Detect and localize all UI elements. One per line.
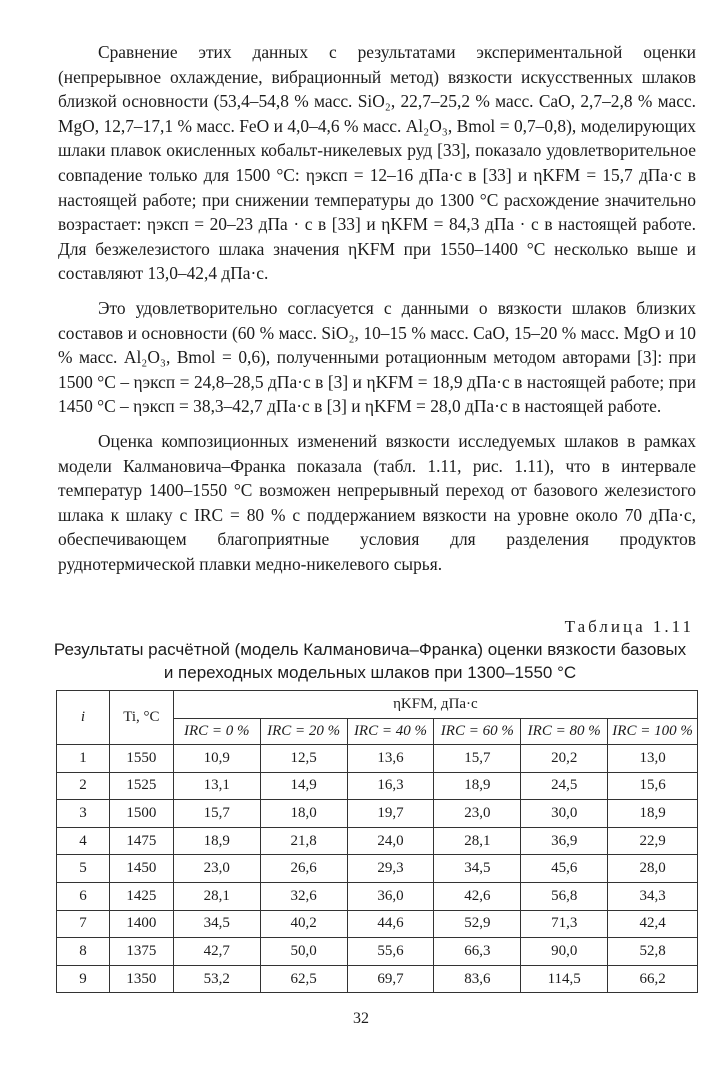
- cell-viscosity: 20,2: [521, 745, 608, 773]
- cell-viscosity: 66,3: [434, 938, 521, 966]
- cell-viscosity: 13,1: [173, 772, 260, 800]
- table-row: [57, 938, 698, 966]
- cell-viscosity: 30,0: [521, 800, 608, 828]
- cell-viscosity: 36,9: [521, 827, 608, 855]
- header-temperature: Ti, °C: [109, 691, 173, 745]
- table-row: [57, 855, 698, 883]
- header-i: i: [57, 691, 110, 745]
- table-label: Таблица 1.11: [564, 617, 694, 636]
- cell-viscosity: 53,2: [173, 965, 260, 993]
- table-row: [57, 772, 698, 800]
- paragraph-3: Оценка композиционных изменений вязкости исследуемых шлаков в рамках модели Калмановича–Франка показала (табл. 1.11, рис. 1.11), что в интервале температур 1400–1550 °C возможен непрерывный переход от базового железистого шлака к шлаку с IRC = 80 % с поддержанием вязкости на уровне около 70 дПа·с, обеспечивающем благоприятные условия для разделения продуктов руднотермической плавки медно-никелевого сырья.: [58, 430, 696, 574]
- cell-viscosity: 18,0: [260, 800, 347, 828]
- header-viscosity-group: ηKFM, дПа·с: [173, 691, 697, 719]
- cell-viscosity: 13,6: [347, 745, 434, 773]
- cell-viscosity: 42,6: [434, 882, 521, 910]
- cell-viscosity: 62,5: [260, 965, 347, 993]
- cell-temperature: 1550: [109, 745, 173, 773]
- cell-i: 5: [57, 855, 110, 883]
- cell-viscosity: 21,8: [260, 827, 347, 855]
- cell-viscosity: 34,5: [434, 855, 521, 883]
- cell-viscosity: 18,9: [434, 772, 521, 800]
- header-irc-0: IRC = 0 %: [173, 719, 260, 745]
- table-caption: [40, 638, 700, 684]
- cell-i: 3: [57, 800, 110, 828]
- cell-viscosity: 40,2: [260, 910, 347, 938]
- cell-viscosity: 32,6: [260, 882, 347, 910]
- cell-temperature: 1450: [109, 855, 173, 883]
- table-row: [57, 882, 698, 910]
- cell-viscosity: 24,5: [521, 772, 608, 800]
- cell-viscosity: 28,0: [608, 855, 698, 883]
- cell-i: 4: [57, 827, 110, 855]
- cell-viscosity: 15,7: [173, 800, 260, 828]
- body-text: [58, 40, 696, 586]
- cell-viscosity: 15,6: [608, 772, 698, 800]
- cell-viscosity: 28,1: [434, 827, 521, 855]
- cell-temperature: 1375: [109, 938, 173, 966]
- cell-i: 2: [57, 772, 110, 800]
- cell-viscosity: 10,9: [173, 745, 260, 773]
- cell-viscosity: 45,6: [521, 855, 608, 883]
- cell-viscosity: 34,5: [173, 910, 260, 938]
- cell-viscosity: 18,9: [608, 800, 698, 828]
- cell-viscosity: 29,3: [347, 855, 434, 883]
- cell-viscosity: 13,0: [608, 745, 698, 773]
- cell-viscosity: 114,5: [521, 965, 608, 993]
- cell-viscosity: 24,0: [347, 827, 434, 855]
- cell-viscosity: 44,6: [347, 910, 434, 938]
- cell-viscosity: 19,7: [347, 800, 434, 828]
- cell-i: 8: [57, 938, 110, 966]
- cell-viscosity: 15,7: [434, 745, 521, 773]
- cell-viscosity: 52,9: [434, 910, 521, 938]
- header-irc-100: IRC = 100 %: [608, 719, 698, 745]
- table-row: [57, 827, 698, 855]
- table-caption-line-2: и переходных модельных шлаков при 1300–1550 °C: [163, 663, 577, 682]
- header-irc-20: IRC = 20 %: [260, 719, 347, 745]
- header-irc-40: IRC = 40 %: [347, 719, 434, 745]
- cell-viscosity: 52,8: [608, 938, 698, 966]
- viscosity-table: [56, 690, 698, 993]
- table-caption-line-1: Результаты расчётной (модель Калмановича–Франка) оценки вязкости базовых: [53, 640, 687, 659]
- page-number: 32: [353, 1010, 369, 1027]
- cell-viscosity: 28,1: [173, 882, 260, 910]
- cell-viscosity: 42,4: [608, 910, 698, 938]
- cell-viscosity: 66,2: [608, 965, 698, 993]
- paragraph-2: Это удовлетворительно согласуется с данными о вязкости шлаков близких составов и основности (60 % масс. SiO₂, 10–15 % масс. CaO, 15–20 % масс. MgO и 10 % масс. Al₂O₃, Bmol = 0,6), полученными ротационным методом авторами [3]: при 1500 °C – ηэксп = 24,8–28,5 дПа·с в [3] и ηKFM = 18,9 дПа·с в настоящей работе; при 1450 °C – ηэксп = 38,3–42,7 дПа·с в [3] и ηKFM = 28,0 дПа·с в настоящей работе.: [58, 297, 696, 417]
- cell-viscosity: 34,3: [608, 882, 698, 910]
- header-irc-60: IRC = 60 %: [434, 719, 521, 745]
- table-body: [57, 745, 698, 993]
- cell-viscosity: 23,0: [173, 855, 260, 883]
- cell-viscosity: 12,5: [260, 745, 347, 773]
- cell-viscosity: 56,8: [521, 882, 608, 910]
- table-row: [57, 800, 698, 828]
- cell-i: 7: [57, 910, 110, 938]
- header-irc-80: IRC = 80 %: [521, 719, 608, 745]
- table-row: [57, 745, 698, 773]
- cell-temperature: 1500: [109, 800, 173, 828]
- cell-temperature: 1475: [109, 827, 173, 855]
- cell-viscosity: 18,9: [173, 827, 260, 855]
- cell-viscosity: 14,9: [260, 772, 347, 800]
- cell-temperature: 1400: [109, 910, 173, 938]
- cell-viscosity: 69,7: [347, 965, 434, 993]
- cell-viscosity: 83,6: [434, 965, 521, 993]
- cell-viscosity: 23,0: [434, 800, 521, 828]
- cell-viscosity: 26,6: [260, 855, 347, 883]
- cell-viscosity: 90,0: [521, 938, 608, 966]
- table-row: [57, 965, 698, 993]
- cell-viscosity: 22,9: [608, 827, 698, 855]
- cell-i: 9: [57, 965, 110, 993]
- cell-viscosity: 55,6: [347, 938, 434, 966]
- cell-viscosity: 16,3: [347, 772, 434, 800]
- table-row: [57, 910, 698, 938]
- cell-viscosity: 36,0: [347, 882, 434, 910]
- cell-temperature: 1425: [109, 882, 173, 910]
- cell-viscosity: 71,3: [521, 910, 608, 938]
- cell-i: 1: [57, 745, 110, 773]
- cell-viscosity: 42,7: [173, 938, 260, 966]
- cell-temperature: 1350: [109, 965, 173, 993]
- paragraph-1: Сравнение этих данных с результатами экспериментальной оценки (непрерывное охлаждение, вибрационный метод) вязкости искусственных шлаков близкой основности (53,4–54,8 % масс. SiO₂, 22,7–25,2 % масс. CaO, 2,7–2,8 % масс. MgO, 12,7–17,1 % масс. FeO и 4,0–4,6 % масс. Al₂O₃, Bmol = 0,7–0,8), моделирующих шлаки плавок окисленных кобальт-никелевых руд [33], показало удовлетворительное совпадение только для 1500 °C: ηэксп = 12–16 дПа·с в [33] и ηKFM = 15,7 дПа·с в настоящей работе; при снижении температуры до 1300 °C расхождение значительно возрастает: ηэксп = 20–23 дПа · с в [33] и ηKFM = 84,3 дПа · с в настоящей работе. Для безжелезистого шлака значения ηKFM при 1550–1400 °C несколько выше и составляют 13,0–42,4 дПа·с.: [58, 42, 696, 284]
- cell-temperature: 1525: [109, 772, 173, 800]
- cell-viscosity: 50,0: [260, 938, 347, 966]
- cell-i: 6: [57, 882, 110, 910]
